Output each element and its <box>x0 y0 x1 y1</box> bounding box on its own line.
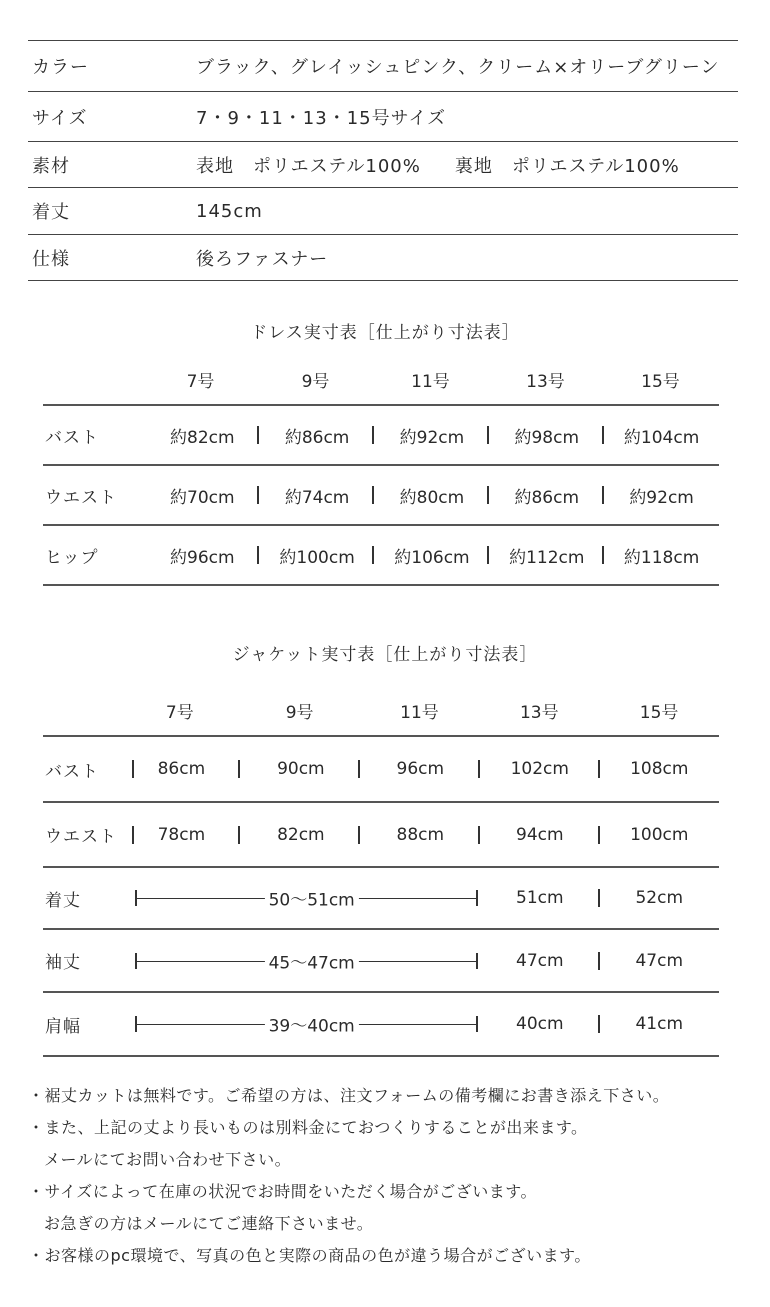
row-label: ヒップ <box>45 547 99 568</box>
measurement-cell: 86cm <box>157 759 206 779</box>
measurement-cell: 102cm <box>510 759 569 779</box>
dress-row <box>43 404 719 464</box>
measurement-cell: 47cm <box>635 950 684 971</box>
spec-label: 着丈 <box>32 202 70 223</box>
dress-size-chart <box>43 354 719 586</box>
measurement-cell: 94cm <box>516 824 564 845</box>
spec-label: カラー <box>32 57 89 78</box>
spec-label: サイズ <box>32 107 88 129</box>
measurement-cell: 約74cm <box>284 487 350 508</box>
measurement-cell: 100cm <box>630 824 689 845</box>
spec-row-length <box>28 188 738 235</box>
column-separator <box>257 546 259 564</box>
note-line: ・また、上記の丈より長いものは別料金にておつくりすることが出来ます。 <box>28 1118 588 1137</box>
shared-range-arrow <box>122 930 480 991</box>
column-separator <box>238 760 240 778</box>
shared-range-value: 45〜47cm <box>265 948 359 973</box>
column-separator <box>478 826 480 844</box>
measurement-cell: 約80cm <box>399 487 465 508</box>
arrow-start-tick <box>135 890 137 906</box>
measurement-cell: 約118cm <box>623 547 700 568</box>
row-label: 肩幅 <box>45 1016 81 1037</box>
measurement-cell: 90cm <box>277 759 325 779</box>
measurement-cell: 約92cm <box>629 487 694 508</box>
column-separator <box>598 1015 600 1033</box>
measurement-cell: 40cm <box>516 1014 564 1034</box>
spec-row-material <box>28 142 738 188</box>
size-header: 15号 <box>639 702 679 723</box>
measurement-cell: 51cm <box>516 888 564 908</box>
measurement-cell: 41cm <box>635 1014 684 1034</box>
shared-range-value: 39〜40cm <box>265 1012 359 1037</box>
measurement-cell: 約86cm <box>514 487 580 508</box>
row-label: ウエスト <box>45 827 117 847</box>
dress-row <box>43 464 719 524</box>
column-separator <box>238 826 240 844</box>
note-line: ・サイズによって在庫の状況でお時間をいただく場合がございます。 <box>28 1182 537 1201</box>
column-separator <box>358 826 360 844</box>
row-label: 着丈 <box>45 890 81 911</box>
measurement-cell: 96cm <box>396 759 445 779</box>
spec-value: 後ろファスナー <box>196 248 329 270</box>
column-separator <box>598 889 600 907</box>
column-separator <box>257 486 259 504</box>
measurement-cell: 108cm <box>630 759 689 779</box>
note-line: メールにてお問い合わせ下さい。 <box>44 1150 292 1169</box>
size-header-row <box>43 685 719 735</box>
column-separator <box>132 826 134 844</box>
note-line: ・裾丈カットは無料です。ご希望の方は、注文フォームの備考欄にお書き添え下さい。 <box>28 1086 670 1105</box>
product-spec-table <box>28 40 738 281</box>
column-separator <box>358 760 360 778</box>
column-separator <box>598 760 600 778</box>
measurement-cell: 82cm <box>277 824 325 845</box>
measurement-cell: 約104cm <box>623 427 700 448</box>
dress-row <box>43 524 719 586</box>
arrow-start-tick <box>135 953 137 969</box>
jacket-row <box>43 735 719 801</box>
row-label: バスト <box>45 427 99 448</box>
outer-fabric: 表地 ポリエステル100% <box>196 155 421 177</box>
measurement-cell: 約100cm <box>279 547 355 568</box>
size-header: 11号 <box>400 702 439 723</box>
spec-value: ブラック、グレイッシュピンク、クリーム×オリーブグリーン <box>196 57 720 78</box>
measurement-cell: 約112cm <box>509 547 585 568</box>
jacket-size-chart <box>43 685 719 1057</box>
measurement-cell: 約82cm <box>170 427 235 448</box>
measurement-cell: 78cm <box>157 824 206 845</box>
spec-label: 仕様 <box>32 248 70 270</box>
spec-row-color <box>28 41 738 92</box>
arrow-end-tick <box>476 953 478 969</box>
column-separator <box>598 952 600 970</box>
spec-value <box>196 152 738 178</box>
spec-row-size <box>28 92 738 142</box>
size-header: 9号 <box>285 702 314 723</box>
spec-value: 7・9・11・13・15号サイズ <box>196 107 447 129</box>
measurement-cell: 約96cm <box>170 547 235 568</box>
measurement-cell: 約92cm <box>399 427 465 448</box>
measurement-cell: 約86cm <box>284 427 350 448</box>
measurement-cell: 52cm <box>635 888 684 908</box>
measurement-cell: 約106cm <box>394 547 470 568</box>
size-header: 9号 <box>301 371 330 392</box>
column-separator <box>257 426 259 444</box>
jacket-row <box>43 801 719 866</box>
jacket-row <box>43 866 719 928</box>
size-header: 13号 <box>519 702 559 723</box>
size-header: 15号 <box>641 371 680 392</box>
row-label: 袖丈 <box>45 953 81 973</box>
dress-size-chart-title: ドレス実寸表［仕上がり寸法表］ <box>250 323 520 343</box>
size-header-row <box>43 354 719 404</box>
spec-value: 145cm <box>196 200 263 222</box>
size-header: 7号 <box>186 371 215 392</box>
arrow-end-tick <box>476 1016 478 1032</box>
column-separator <box>478 760 480 778</box>
arrow-start-tick <box>135 1016 137 1032</box>
measurement-cell: 約70cm <box>170 487 235 508</box>
measurement-cell: 88cm <box>396 824 445 845</box>
shared-range-arrow <box>122 868 480 928</box>
column-separator <box>132 760 134 778</box>
arrow-end-tick <box>476 890 478 906</box>
size-header: 7号 <box>165 702 194 723</box>
note-line: ・お客様のpc環境で、写真の色と実際の商品の色が違う場合がございます。 <box>28 1246 591 1265</box>
spec-row-detail <box>28 235 738 281</box>
size-header: 13号 <box>526 371 565 392</box>
spec-label: 素材 <box>32 155 70 177</box>
measurement-cell: 47cm <box>516 950 564 971</box>
note-line: お急ぎの方はメールにてご連絡下さいませ。 <box>44 1214 374 1233</box>
jacket-row <box>43 991 719 1057</box>
row-label: ウエスト <box>45 487 117 508</box>
row-label: バスト <box>45 761 99 782</box>
measurement-cell: 約98cm <box>514 427 580 448</box>
shared-range-value: 50〜51cm <box>265 886 359 911</box>
jacket-row <box>43 928 719 991</box>
column-separator <box>598 826 600 844</box>
notes <box>28 1080 748 1272</box>
size-header: 11号 <box>411 371 450 392</box>
lining-fabric: 裏地 ポリエステル100% <box>454 155 680 177</box>
jacket-size-chart-title: ジャケット実寸表［仕上がり寸法表］ <box>232 645 538 665</box>
shared-range-arrow <box>122 993 480 1055</box>
